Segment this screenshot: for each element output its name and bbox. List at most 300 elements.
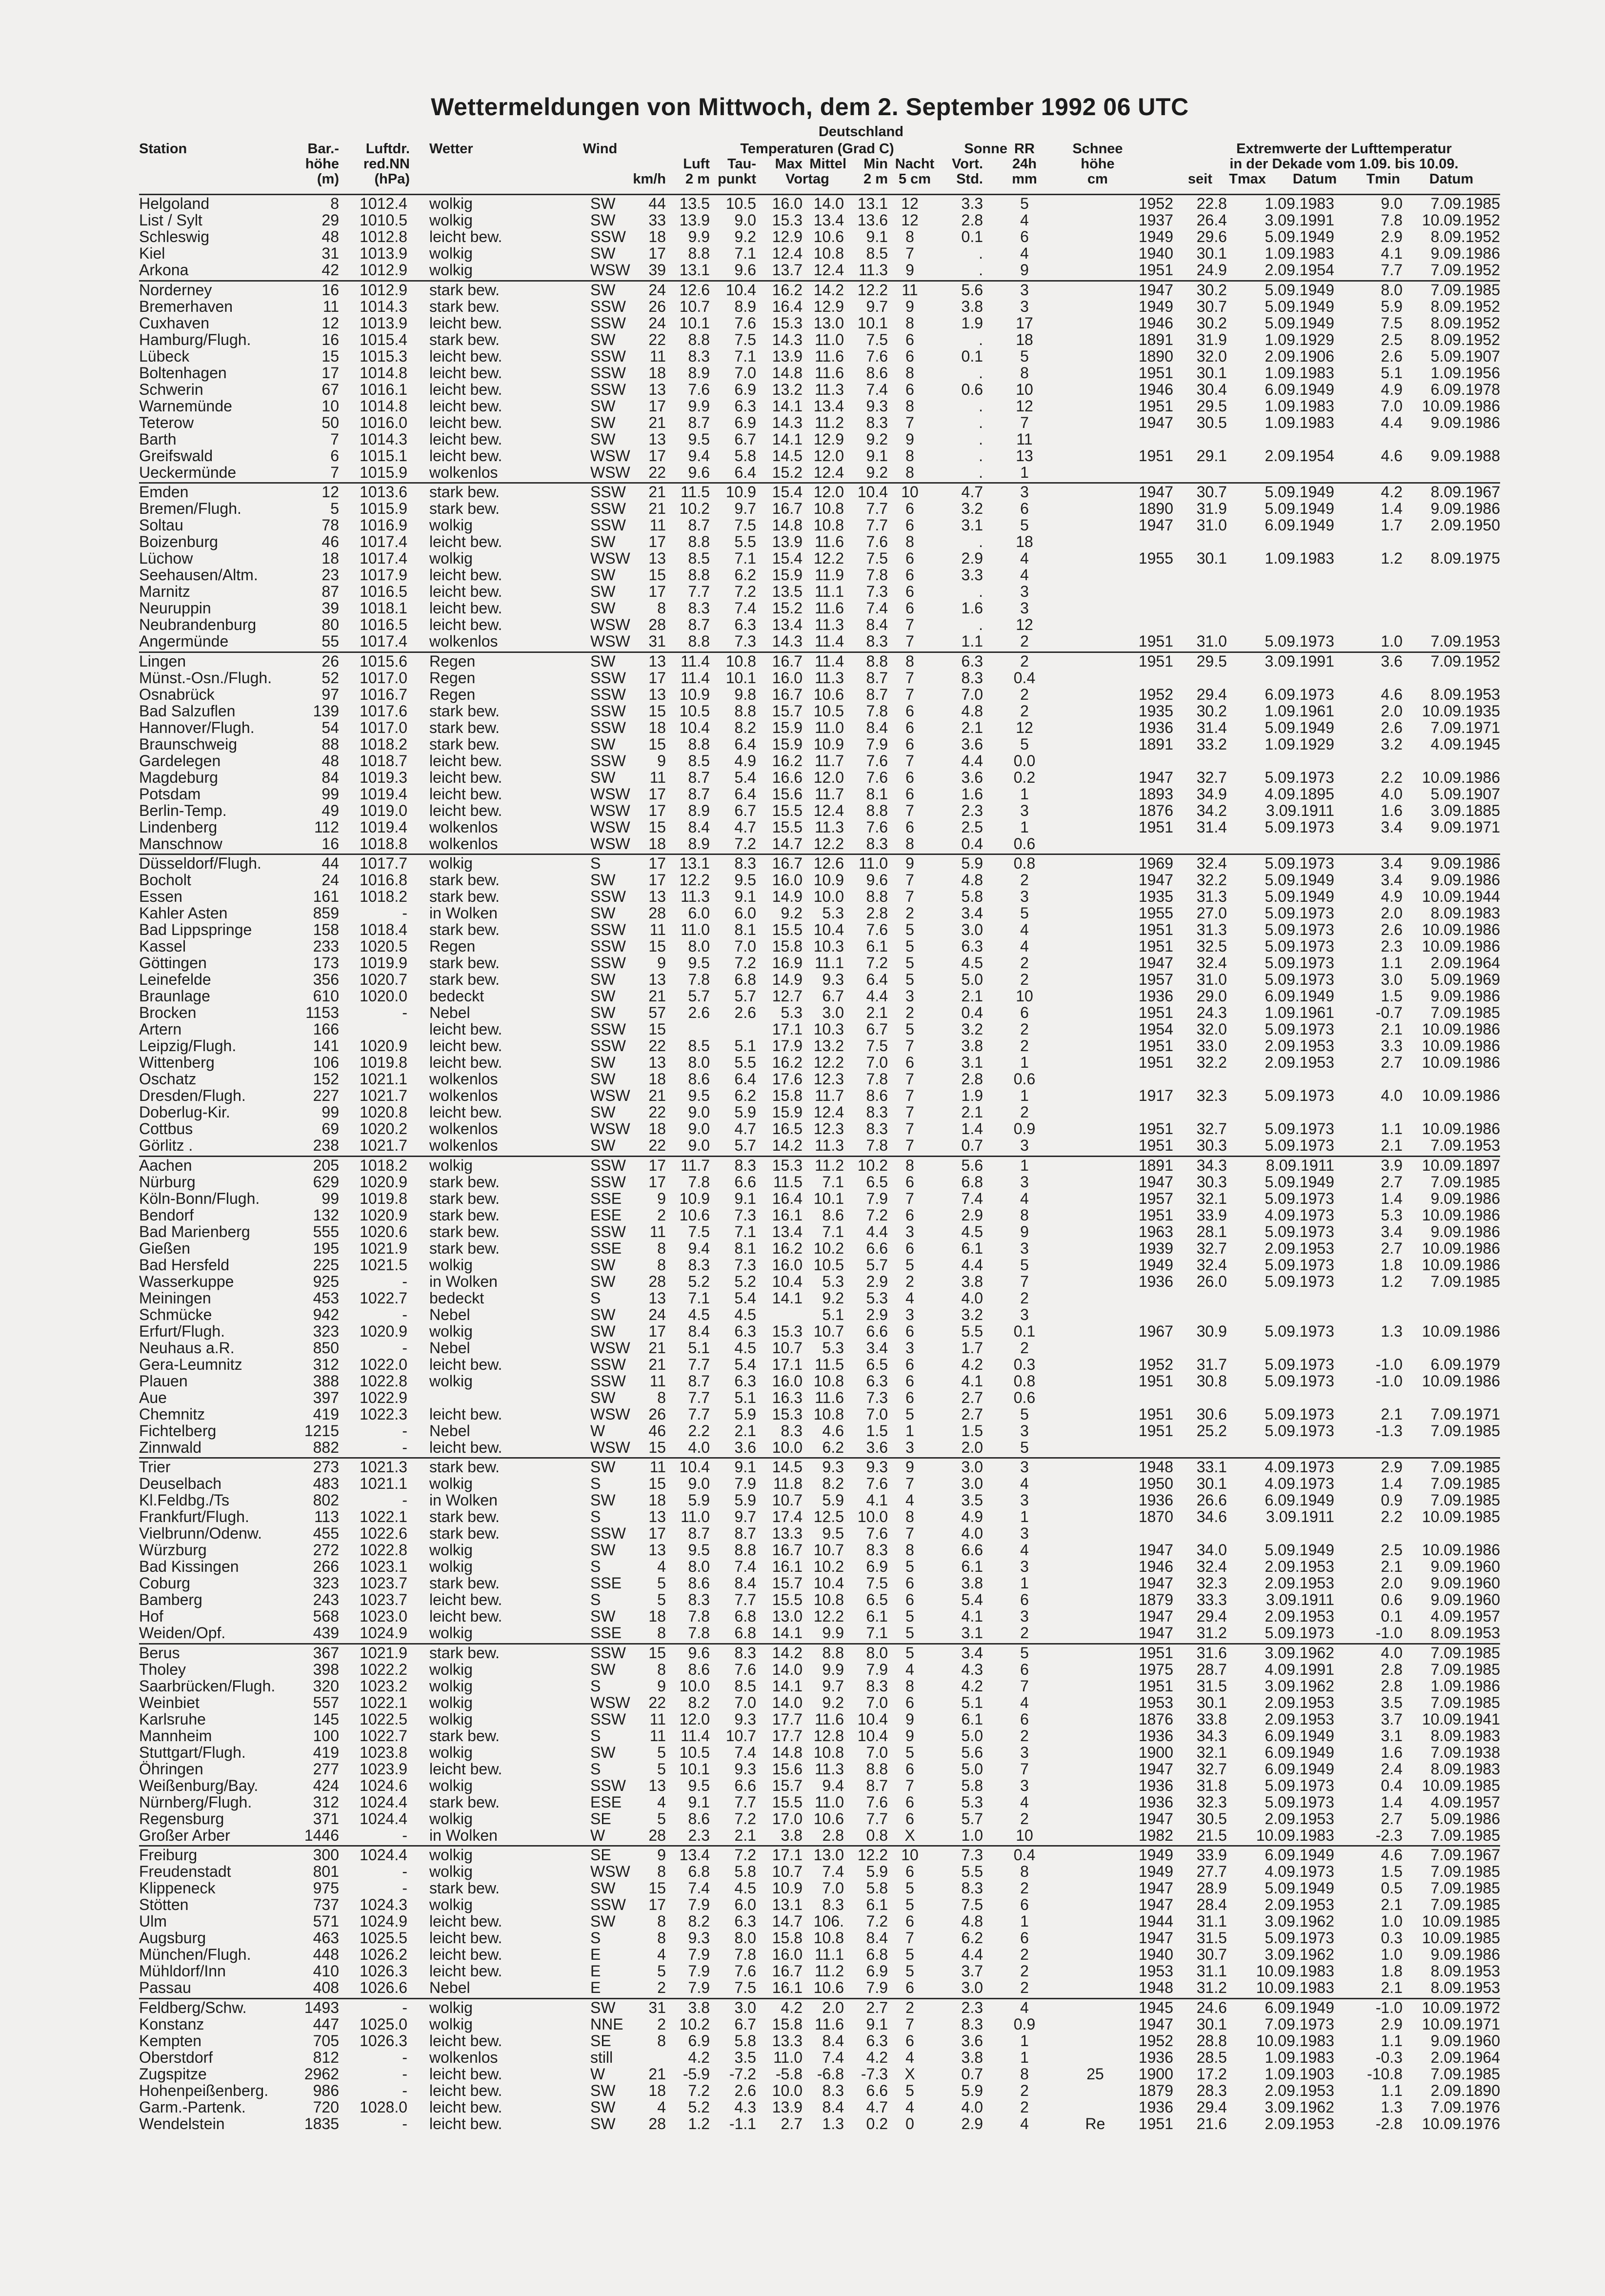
air-temp: 8.8 xyxy=(688,566,710,584)
barometer-height: 50 xyxy=(321,413,339,431)
tmax: 21.5 xyxy=(1196,1826,1227,1844)
station-name: Helgoland xyxy=(139,195,210,212)
precipitation: 3 xyxy=(1020,1607,1029,1625)
tmax: 30.7 xyxy=(1196,1946,1227,1963)
station-name: Berlin-Temp. xyxy=(139,801,227,819)
dew-point: 7.2 xyxy=(734,1846,756,1864)
wind-direction: SSW xyxy=(590,752,626,770)
barometer-height: 273 xyxy=(313,1458,339,1476)
tmin-date: 9.09.1960 xyxy=(1430,1591,1500,1608)
weather: stark bew. xyxy=(429,888,500,905)
mean-prev: 11.0 xyxy=(815,1793,844,1811)
sunshine: 1.9 xyxy=(961,1087,983,1104)
weather: wolkig xyxy=(429,516,473,534)
sunshine: 4.8 xyxy=(961,871,983,889)
since-year: 1946 xyxy=(1138,380,1173,398)
wind-speed: 21 xyxy=(648,1087,666,1104)
air-temp: -5.9 xyxy=(682,2065,710,2083)
wind-direction: SSW xyxy=(590,483,626,501)
precipitation: 3 xyxy=(1020,483,1029,501)
precipitation: 0.6 xyxy=(1013,1070,1036,1088)
max-prev: 2.7 xyxy=(781,2114,802,2133)
mean-prev: 10.6 xyxy=(813,685,844,703)
barometer-height: 455 xyxy=(313,1524,339,1542)
tmax-date: 10.09.1983 xyxy=(1256,1979,1334,1996)
pressure: 1018.7 xyxy=(360,752,407,770)
min-2m: 6.7 xyxy=(866,1020,888,1038)
header-min-2m: 2 m xyxy=(863,171,888,187)
min-2m: 6.3 xyxy=(866,1372,888,1390)
max-prev: 14.7 xyxy=(772,834,802,853)
air-temp: 8.7 xyxy=(688,768,710,786)
pressure: 1015.6 xyxy=(360,652,407,670)
tmax-date: 5.09.1949 xyxy=(1264,888,1334,905)
wind-direction: ESE xyxy=(590,1206,622,1224)
since-year: 1891 xyxy=(1138,330,1173,348)
since-year: 1890 xyxy=(1138,500,1173,517)
sunshine: 3.7 xyxy=(961,1962,983,1980)
precipitation: 4 xyxy=(1020,566,1029,584)
tmin: 1.4 xyxy=(1381,500,1403,517)
sunshine: 6.6 xyxy=(961,1541,983,1559)
barometer-height: 398 xyxy=(313,1660,339,1678)
station-name: Artern xyxy=(139,1020,182,1038)
wind-direction: SW xyxy=(590,1912,616,1930)
tmax-date: 3.09.1962 xyxy=(1264,1644,1334,1662)
tmin: 1.1 xyxy=(1381,2032,1403,2050)
mean-prev: 5.3 xyxy=(822,1339,844,1357)
wind-direction: SSW xyxy=(590,1710,626,1728)
max-prev: 12.4 xyxy=(772,244,802,262)
tmax-date: 5.09.1973 xyxy=(1264,937,1334,955)
table-row xyxy=(139,1157,1500,1174)
precipitation: 0.6 xyxy=(1013,1388,1036,1406)
min-5cm: 3 xyxy=(905,1305,914,1323)
tmin: 2.8 xyxy=(1381,1660,1403,1678)
weather: stark bew. xyxy=(429,1239,500,1257)
weather: Regen xyxy=(429,685,476,703)
tmax: 24.3 xyxy=(1196,1004,1227,1021)
page-title: Wettermeldungen von Mittwoch, dem 2. September 1992 06 UTC xyxy=(431,93,1189,121)
dew-point: 7.4 xyxy=(734,1743,756,1761)
tmin-date: 7.09.1985 xyxy=(1430,1491,1500,1509)
tmin: -10.8 xyxy=(1367,2065,1403,2083)
sunshine: 0.1 xyxy=(961,228,983,245)
mean-prev: 13.2 xyxy=(813,1037,844,1055)
station-name: Lindenberg xyxy=(139,818,218,836)
max-prev: 16.1 xyxy=(772,1558,802,1575)
dew-point: 7.9 xyxy=(734,1475,756,1492)
wind-speed: 8 xyxy=(657,1912,666,1930)
precipitation: 4 xyxy=(1020,549,1029,567)
tmax: 31.1 xyxy=(1196,1962,1227,1980)
pressure: 1018.2 xyxy=(360,888,407,905)
tmax: 28.7 xyxy=(1196,1660,1227,1678)
header-bar-1: Bar.- xyxy=(307,141,339,157)
precipitation: 4 xyxy=(1020,1793,1029,1811)
min-5cm: 7 xyxy=(905,244,914,262)
air-temp: 8.0 xyxy=(688,937,710,955)
dew-point: 8.4 xyxy=(734,1574,756,1592)
tmin: 3.4 xyxy=(1381,818,1403,836)
wind-direction: W xyxy=(590,1422,605,1440)
pressure: - xyxy=(402,2048,407,2066)
wind-direction: W xyxy=(590,1826,605,1844)
tmax-date: 1.09.1983 xyxy=(1264,244,1334,262)
max-prev: 16.2 xyxy=(772,752,802,770)
dew-point: 5.9 xyxy=(734,1405,756,1423)
precipitation: 2 xyxy=(1020,652,1029,670)
max-prev: 16.7 xyxy=(772,1541,802,1559)
air-temp: 2.2 xyxy=(688,1422,710,1440)
pressure: 1022.9 xyxy=(360,1388,407,1406)
dew-point: 5.8 xyxy=(734,447,756,465)
tmax-date: 5.09.1973 xyxy=(1264,1120,1334,1138)
min-2m: 7.0 xyxy=(866,1054,888,1071)
air-temp: 9.9 xyxy=(688,228,710,245)
min-2m: 8.5 xyxy=(866,244,888,262)
weather: stark bew. xyxy=(429,1793,500,1811)
tmax-date: 5.09.1949 xyxy=(1264,228,1334,245)
air-temp: 11.5 xyxy=(681,483,710,501)
tmax-date: 4.09.1895 xyxy=(1264,785,1334,803)
tmin: 0.5 xyxy=(1381,1879,1403,1897)
min-5cm: X xyxy=(904,1826,915,1844)
wind-speed: 15 xyxy=(648,566,666,584)
precipitation: 1 xyxy=(1020,1156,1029,1174)
min-2m: 8.8 xyxy=(866,801,888,819)
tmax-date: 10.09.1983 xyxy=(1256,1826,1334,1844)
wind-direction: SSE xyxy=(590,1574,622,1592)
since-year: 1951 xyxy=(1138,1677,1173,1695)
min-2m: 8.4 xyxy=(866,1929,888,1947)
min-2m: 7.8 xyxy=(866,1137,888,1154)
wind-direction: SSW xyxy=(590,314,626,332)
station-name: Boltenhagen xyxy=(139,364,227,382)
tmax-date: 5.09.1973 xyxy=(1264,1422,1334,1440)
max-prev: 10.4 xyxy=(772,1272,802,1290)
tmin: 2.5 xyxy=(1381,330,1403,348)
min-5cm: 6 xyxy=(905,1591,914,1608)
tmax-date: 2.09.1953 xyxy=(1264,1607,1334,1625)
max-prev: 17.0 xyxy=(772,1809,802,1828)
station-name: Seehausen/Altm. xyxy=(139,566,258,584)
weather: leicht bew. xyxy=(429,1929,502,1947)
min-5cm: 4 xyxy=(905,1660,914,1678)
max-prev: 3.8 xyxy=(781,1826,802,1844)
tmax-date: 2.09.1953 xyxy=(1264,2081,1334,2099)
max-prev: 15.9 xyxy=(772,718,802,736)
table-row xyxy=(139,835,1500,852)
since-year: 1951 xyxy=(1138,2114,1173,2133)
wind-speed: 21 xyxy=(648,483,666,501)
pressure: 1024.6 xyxy=(360,1776,407,1794)
weather: leicht bew. xyxy=(429,1405,502,1423)
max-prev: 17.9 xyxy=(772,1037,802,1055)
tmin: -1.0 xyxy=(1375,1998,1403,2016)
barometer-height: 15 xyxy=(321,347,339,365)
barometer-height: 139 xyxy=(313,702,339,720)
min-2m: 7.9 xyxy=(866,1189,888,1207)
station-name: Klippeneck xyxy=(139,1879,216,1897)
tmax-date: 3.09.1991 xyxy=(1264,211,1334,229)
barometer-height: 419 xyxy=(313,1743,339,1761)
mean-prev: 11.2 xyxy=(815,413,844,431)
min-2m: 7.6 xyxy=(866,818,888,836)
wind-speed: 13 xyxy=(648,430,666,448)
tmin-date: 8.09.1952 xyxy=(1430,228,1500,245)
station-name: Doberlug-Kir. xyxy=(139,1103,230,1121)
wind-speed: 17 xyxy=(648,397,666,415)
min-2m: 8.1 xyxy=(866,785,888,803)
min-5cm: 3 xyxy=(905,1339,914,1357)
mean-prev: 13.4 xyxy=(813,211,844,229)
dew-point: 5.9 xyxy=(734,1103,756,1121)
air-temp: 9.0 xyxy=(688,1103,710,1121)
header-sonne-2: Vort. xyxy=(952,156,983,172)
min-5cm: 8 xyxy=(905,463,914,481)
tmin: 0.4 xyxy=(1381,1776,1403,1794)
precipitation: 18 xyxy=(1016,533,1033,550)
mean-prev: 9.4 xyxy=(822,1776,844,1794)
mean-prev: 10.9 xyxy=(813,735,844,753)
wind-direction: SSW xyxy=(590,669,626,687)
tmax: 28.9 xyxy=(1196,1879,1227,1897)
sunshine: 3.2 xyxy=(961,1020,983,1038)
tmin: 2.4 xyxy=(1381,1760,1403,1778)
wind-speed: 15 xyxy=(648,735,666,753)
air-temp: 9.5 xyxy=(688,430,710,448)
pressure: 1026.3 xyxy=(360,1962,407,1980)
tmin-date: 1.09.1986 xyxy=(1430,1677,1500,1695)
tmax-date: 5.09.1949 xyxy=(1264,483,1334,501)
sunshine: 3.0 xyxy=(961,1475,983,1492)
mean-prev: 7.1 xyxy=(822,1173,844,1191)
wind-speed: 4 xyxy=(657,1793,666,1811)
sunshine: 3.8 xyxy=(961,2048,983,2066)
barometer-height: 266 xyxy=(313,1558,339,1575)
station-name: Emden xyxy=(139,483,189,501)
air-temp: 10.0 xyxy=(679,1677,710,1695)
tmin-date: 10.09.1986 xyxy=(1422,1256,1500,1274)
barometer-height: 238 xyxy=(313,1137,339,1154)
mean-prev: 10.9 xyxy=(813,871,844,889)
station-name: Öhringen xyxy=(139,1760,203,1778)
tmin: 2.7 xyxy=(1381,1239,1403,1257)
table-row xyxy=(139,855,1500,872)
tmax: 32.4 xyxy=(1196,954,1227,972)
min-5cm: 8 xyxy=(905,447,914,465)
table-row xyxy=(139,1004,1500,1021)
table-row xyxy=(139,955,1500,971)
header-mittel: Mittel xyxy=(809,156,846,172)
sunshine: . xyxy=(979,583,983,600)
min-2m: 7.2 xyxy=(866,1912,888,1930)
tmin-date: 10.09.1972 xyxy=(1422,1998,1500,2016)
precipitation: 4 xyxy=(1020,244,1029,262)
wind-speed: 15 xyxy=(648,1475,666,1492)
tmin-date: 10.09.1986 xyxy=(1422,1541,1500,1559)
dew-point: 6.6 xyxy=(734,1173,756,1191)
mean-prev: 10.1 xyxy=(813,1189,844,1207)
tmin-date: 7.09.1953 xyxy=(1430,1137,1500,1154)
dew-point: 9.1 xyxy=(734,1458,756,1476)
barometer-height: 112 xyxy=(314,818,339,836)
mean-prev: 10.2 xyxy=(813,1558,844,1575)
min-5cm: 0 xyxy=(905,2114,914,2133)
wind-direction: SSW xyxy=(590,1644,626,1662)
station-name: Greifswald xyxy=(139,447,213,465)
tmax-date: 1.09.1983 xyxy=(1264,2048,1334,2066)
station-name: Frankfurt/Flugh. xyxy=(139,1508,249,1525)
min-5cm: 6 xyxy=(905,1693,914,1711)
max-prev: 13.9 xyxy=(772,2098,802,2116)
tmin: -2.8 xyxy=(1375,2114,1403,2133)
tmax-date: 5.09.1973 xyxy=(1264,954,1334,972)
mean-prev: 10.3 xyxy=(813,937,844,955)
tmax: 32.0 xyxy=(1196,347,1227,365)
dew-point: 9.7 xyxy=(734,1508,756,1525)
max-prev: 16.0 xyxy=(772,195,802,212)
tmin: 2.9 xyxy=(1381,1458,1403,1476)
table-row xyxy=(139,1190,1500,1207)
weather: in Wolken xyxy=(429,1491,498,1509)
weather: wolkig xyxy=(429,854,473,872)
sunshine: . xyxy=(979,533,983,550)
min-5cm: 8 xyxy=(905,834,914,853)
tmax: 30.1 xyxy=(1196,244,1227,262)
min-5cm: 7 xyxy=(905,1087,914,1104)
precipitation: 8 xyxy=(1020,364,1029,382)
pressure: 1016.5 xyxy=(360,583,407,600)
min-2m: 2.9 xyxy=(866,1272,888,1290)
station-name: Norderney xyxy=(139,281,212,299)
dew-point: 6.3 xyxy=(734,1912,756,1930)
barometer-height: 882 xyxy=(313,1438,339,1456)
pressure: 1018.2 xyxy=(360,735,407,753)
tmin-date: 9.09.1960 xyxy=(1430,2032,1500,2050)
barometer-height: 6 xyxy=(330,447,339,465)
min-5cm: 6 xyxy=(905,768,914,786)
pressure: 1017.9 xyxy=(360,566,407,584)
tmax-date: 2.09.1953 xyxy=(1264,1239,1334,1257)
since-year: 1947 xyxy=(1138,2015,1173,2033)
station-name: Teterow xyxy=(139,413,194,431)
max-prev: 13.3 xyxy=(772,2032,802,2050)
tmin: 1.4 xyxy=(1381,1189,1403,1207)
max-prev: 14.9 xyxy=(772,888,802,905)
since-year: 1900 xyxy=(1138,2065,1173,2083)
precipitation: 3 xyxy=(1020,297,1029,315)
tmin: 2.0 xyxy=(1381,1574,1403,1592)
pressure: 1017.4 xyxy=(360,549,407,567)
wind-direction: SSW xyxy=(590,921,626,938)
weather: leicht bew. xyxy=(429,801,502,819)
table-row xyxy=(139,1356,1500,1373)
weather: leicht bew. xyxy=(429,1438,502,1456)
sunshine: 6.3 xyxy=(961,652,983,670)
dew-point: 7.1 xyxy=(734,244,756,262)
tmax: 30.1 xyxy=(1196,364,1227,382)
since-year: 1951 xyxy=(1138,1644,1173,1662)
tmin-date: 10.09.1985 xyxy=(1422,1929,1500,1947)
mean-prev: 12.0 xyxy=(813,483,844,501)
wind-speed: 22 xyxy=(648,1693,666,1711)
sunshine: 6.1 xyxy=(961,1710,983,1728)
weather: wolkig xyxy=(429,1693,473,1711)
tmin: 2.2 xyxy=(1381,768,1403,786)
barometer-height: 277 xyxy=(313,1760,339,1778)
dew-point: 7.3 xyxy=(734,632,756,650)
min-2m: 9.2 xyxy=(866,430,888,448)
barometer-height: 132 xyxy=(313,1206,339,1224)
sunshine: 1.6 xyxy=(961,785,983,803)
mean-prev: 10.8 xyxy=(813,244,844,262)
table-row xyxy=(139,905,1500,921)
max-prev: 14.8 xyxy=(772,1743,802,1761)
wind-direction: SW xyxy=(590,1004,616,1021)
air-temp: 7.9 xyxy=(688,1979,710,1996)
since-year: 1940 xyxy=(1138,1946,1173,1963)
tmin: 2.9 xyxy=(1381,228,1403,245)
wind-speed: 9 xyxy=(657,1846,666,1864)
sunshine: 5.6 xyxy=(961,281,983,299)
table-row xyxy=(139,703,1500,719)
station-name: Marnitz xyxy=(139,583,190,600)
tmin-date: 10.09.1986 xyxy=(1422,1020,1500,1038)
air-temp: 7.8 xyxy=(688,971,710,988)
station-name: Kempten xyxy=(139,2032,202,2050)
wind-speed: 11 xyxy=(649,347,666,365)
pressure: 1024.9 xyxy=(360,1624,407,1642)
wind-speed: 18 xyxy=(648,1120,666,1138)
mean-prev: -6.8 xyxy=(817,2065,844,2083)
since-year: 1953 xyxy=(1138,1962,1173,1980)
max-prev: 13.9 xyxy=(772,347,802,365)
precipitation: 1 xyxy=(1020,1508,1029,1525)
weather: wolkig xyxy=(429,1156,473,1174)
table-row xyxy=(139,1459,1500,1475)
since-year: 1947 xyxy=(1138,516,1173,534)
wind-speed: 44 xyxy=(648,195,666,212)
min-5cm: 7 xyxy=(905,1475,914,1492)
table-row xyxy=(139,1240,1500,1257)
tmax-date: 5.09.1949 xyxy=(1264,297,1334,315)
since-year: 1947 xyxy=(1138,871,1173,889)
tmax-date: 2.09.1953 xyxy=(1264,1693,1334,1711)
air-temp: 8.8 xyxy=(688,330,710,348)
tmax-date: 1.09.1983 xyxy=(1264,413,1334,431)
min-2m: 3.4 xyxy=(866,1339,888,1357)
precipitation: 7 xyxy=(1020,1677,1029,1695)
precipitation: 3 xyxy=(1020,1239,1029,1257)
air-temp: 10.4 xyxy=(679,718,710,736)
station-name: Potsdam xyxy=(139,785,201,803)
tmax: 33.9 xyxy=(1196,1206,1227,1224)
table-row xyxy=(139,1625,1500,1641)
sunshine: 1.0 xyxy=(961,1826,983,1844)
sunshine: 1.7 xyxy=(961,1339,983,1357)
precipitation: 6 xyxy=(1020,1896,1029,1913)
barometer-height: 2962 xyxy=(304,2065,339,2083)
since-year: 1945 xyxy=(1138,1998,1173,2016)
air-temp: 7.7 xyxy=(688,1355,710,1373)
table-row xyxy=(139,500,1500,517)
wind-direction: SSW xyxy=(590,954,626,972)
dew-point: 3.5 xyxy=(734,2048,756,2066)
barometer-height: 48 xyxy=(321,228,339,245)
table-row xyxy=(139,1558,1500,1575)
